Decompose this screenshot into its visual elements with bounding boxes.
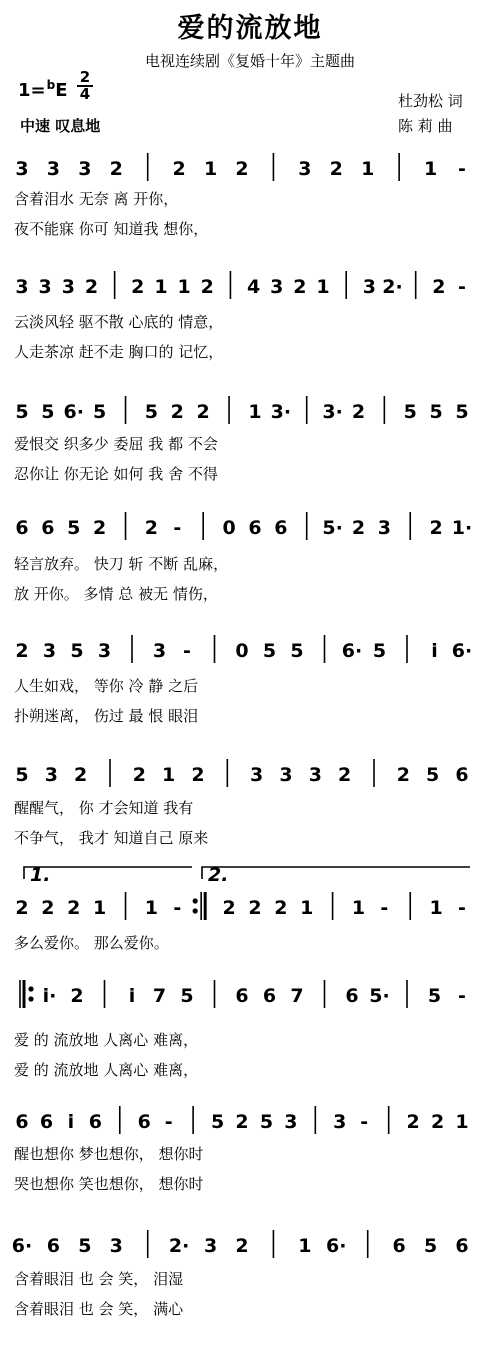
flat-sign: b: [46, 78, 56, 92]
note-2: 2: [338, 764, 352, 786]
note-3: 3: [61, 276, 75, 298]
note-2: 2: [248, 897, 262, 919]
note-3: 3: [284, 1111, 298, 1133]
note-2: 2: [432, 276, 446, 298]
note-2: 2: [109, 158, 123, 180]
note-6: 6: [41, 517, 55, 539]
note-1: 1: [300, 897, 314, 919]
note-6-dotted: 6·: [11, 1235, 33, 1257]
note-2: 2: [132, 764, 146, 786]
note-5: 5: [70, 640, 84, 662]
note-5: 5: [426, 764, 440, 786]
note-dash: -: [173, 897, 182, 919]
note-2: 2: [41, 897, 55, 919]
note-5: 5: [290, 640, 304, 662]
note-5: 5: [93, 401, 107, 423]
note-dash: -: [173, 517, 182, 539]
note-6: 6: [262, 985, 277, 1007]
note-i-dotted: i·: [42, 985, 57, 1007]
note-dash: -: [458, 985, 466, 1007]
note-2: 2: [170, 401, 184, 423]
repeat-dot: [29, 987, 33, 991]
volta-1-label: 1.: [30, 864, 51, 886]
note-6-dotted: 6·: [341, 640, 363, 662]
volta-2-label: 2.: [208, 864, 229, 886]
note-3: 3: [279, 764, 293, 786]
lyric-line-7-1: 多么爱你。 那么爱你。: [14, 934, 169, 952]
lyric-line-5-2: 扑朔迷离， 伤过 最 恨 眼泪: [14, 707, 199, 725]
note-2: 2: [430, 1111, 445, 1133]
note-1: 1: [429, 897, 443, 919]
note-5-dotted: 5·: [322, 517, 343, 539]
note-3: 3: [15, 276, 29, 298]
note-1: 1: [248, 401, 262, 423]
note-5: 5: [15, 764, 29, 786]
note-2: 2: [74, 764, 88, 786]
note-6: 6: [39, 1111, 54, 1133]
note-6: 6: [248, 517, 262, 539]
note-2-dotted: 2·: [382, 276, 403, 298]
note-1-dotted: 1·: [451, 517, 473, 539]
time-signature-top: 2: [79, 68, 91, 86]
lyric-line-1-2: 夜不能寐 你可 知道我 想你，: [14, 220, 209, 238]
note-5-dotted: 5·: [369, 985, 390, 1007]
note-6-dotted: 6·: [326, 1235, 347, 1257]
note-1: 1: [351, 897, 366, 919]
note-6: 6: [137, 1111, 151, 1133]
note-5: 5: [144, 401, 159, 423]
note-1: 1: [455, 1111, 469, 1133]
note-dash: -: [183, 640, 191, 662]
note-2: 2: [235, 158, 249, 180]
song-title: 爱的流放地: [177, 13, 323, 44]
note-6: 6: [455, 1235, 469, 1257]
note-3: 3: [152, 640, 167, 662]
note-2: 2: [351, 517, 366, 539]
lyric-line-3-1: 爱恨交 织多少 委屈 我 都 不会: [14, 435, 218, 453]
note-5: 5: [455, 401, 469, 423]
note-6: 6: [46, 1235, 61, 1257]
note-1: 1: [298, 1235, 312, 1257]
note-2: 2: [172, 158, 186, 180]
lyric-line-2-1: 云淡风轻 驱不散 心底的 情意，: [14, 313, 224, 331]
lyric-line-9-1: 醒也想你 梦也想你， 想你时: [14, 1145, 204, 1163]
note-5: 5: [262, 640, 277, 662]
note-2: 2: [70, 985, 84, 1007]
note-6: 6: [274, 517, 288, 539]
note-2: 2: [196, 401, 210, 423]
note-0: 0: [222, 517, 236, 539]
note-3: 3: [78, 158, 92, 180]
note-i: i: [128, 985, 136, 1007]
note-1: 1: [316, 276, 330, 298]
repeat-dot: [193, 909, 197, 913]
note-3: 3: [298, 158, 312, 180]
note-2: 2: [191, 764, 205, 786]
note-2: 2: [351, 401, 366, 423]
note-2: 2: [84, 276, 99, 298]
note-2: 2: [222, 897, 236, 919]
song-subtitle: 电视连续剧《复婚十年》主题曲: [144, 52, 355, 70]
note-2: 2: [131, 276, 145, 298]
note-2: 2: [15, 640, 29, 662]
volta-2-bracket: [202, 867, 470, 879]
note-dash: -: [458, 158, 466, 180]
note-3: 3: [333, 1111, 347, 1133]
lyric-line-10-1: 含着眼泪 也 会 笑， 泪湿: [14, 1270, 184, 1288]
note-1: 1: [203, 158, 218, 180]
composer-credit: 陈 莉 曲: [398, 117, 453, 135]
note-3: 3: [250, 764, 264, 786]
note-1: 1: [162, 764, 176, 786]
note-6-dotted: 6·: [451, 640, 473, 662]
note-1: 1: [361, 158, 375, 180]
note-3: 3: [362, 276, 376, 298]
note-1: 1: [423, 158, 438, 180]
note-3: 3: [38, 276, 52, 298]
note-dash: -: [360, 1111, 369, 1133]
note-2: 2: [144, 517, 159, 539]
note-2: 2: [200, 276, 214, 298]
lyric-line-1-1: 含着泪水 无奈 离 开你，: [14, 190, 179, 208]
note-dash: -: [458, 897, 466, 919]
repeat-dot: [193, 899, 197, 903]
note-3: 3: [308, 764, 322, 786]
lyric-line-8-2: 爱 的 流放地 人离心 难离，: [14, 1061, 199, 1079]
note-dash: -: [380, 897, 389, 919]
lyric-line-6-2: 不争气， 我才 知道自己 原来: [14, 829, 209, 847]
note-6-dotted: 6·: [63, 401, 84, 423]
note-5: 5: [259, 1111, 274, 1133]
note-5: 5: [180, 985, 194, 1007]
note-2: 2: [93, 517, 107, 539]
note-2: 2: [67, 897, 81, 919]
note-3: 3: [203, 1235, 218, 1257]
note-1: 1: [177, 276, 191, 298]
tempo-marking: 中速 叹息地: [20, 117, 101, 135]
note-3: 3: [15, 158, 29, 180]
note-5: 5: [78, 1235, 92, 1257]
key-note: E: [55, 80, 68, 101]
note-dash: -: [164, 1111, 173, 1133]
note-i: i: [431, 640, 438, 662]
note-2-dotted: 2·: [168, 1235, 190, 1257]
note-5: 5: [372, 640, 387, 662]
lyric-line-4-1: 轻言放弃。 快刀 斩 不断 乱麻，: [14, 555, 229, 573]
note-5: 5: [423, 1235, 438, 1257]
lyric-line-2-2: 人走茶凉 赶不走 胸口的 记忆，: [14, 343, 224, 361]
note-5: 5: [210, 1111, 225, 1133]
note-3: 3: [109, 1235, 123, 1257]
note-3-dotted: 3·: [270, 401, 292, 423]
key-prefix: 1=: [18, 80, 46, 101]
note-5: 5: [403, 401, 417, 423]
lyric-line-6-1: 醒醒气， 你 才会知道 我有: [14, 799, 194, 817]
note-i: i: [67, 1111, 75, 1133]
note-6: 6: [345, 985, 359, 1007]
time-signature-bottom: 4: [79, 85, 91, 103]
lyric-line-8-1: 爱 的 流放地 人离心 难离，: [14, 1031, 199, 1049]
note-6: 6: [15, 1111, 29, 1133]
note-2: 2: [235, 1235, 249, 1257]
note-2: 2: [15, 897, 29, 919]
note-6: 6: [15, 517, 29, 539]
note-0: 0: [235, 640, 249, 662]
note-2: 2: [235, 1111, 249, 1133]
lyric-line-5-1: 人生如戏， 等你 冷 静 之后: [14, 677, 199, 695]
note-3: 3: [97, 640, 112, 662]
note-3-dotted: 3·: [322, 401, 343, 423]
lyric-line-4-2: 放 开你。 多情 总 被无 情伤，: [14, 585, 218, 603]
note-1: 1: [154, 276, 168, 298]
note-3: 3: [377, 517, 391, 539]
note-2: 2: [293, 276, 307, 298]
note-5: 5: [67, 517, 81, 539]
note-1: 1: [93, 897, 107, 919]
note-6: 6: [235, 985, 249, 1007]
note-2: 2: [274, 897, 288, 919]
note-dash: -: [458, 276, 466, 298]
note-6: 6: [455, 764, 469, 786]
note-7: 7: [290, 985, 304, 1007]
note-3: 3: [46, 158, 61, 180]
repeat-dot: [29, 997, 33, 1001]
note-2: 2: [406, 1111, 420, 1133]
note-3: 3: [270, 276, 284, 298]
lyric-line-10-2: 含着眼泪 也 会 笑， 满心: [14, 1300, 184, 1318]
note-5: 5: [15, 401, 29, 423]
note-2: 2: [396, 764, 410, 786]
note-6: 6: [88, 1111, 102, 1133]
lyricist-credit: 杜劲松 词: [398, 92, 463, 110]
note-6: 6: [392, 1235, 406, 1257]
note-4: 4: [246, 276, 261, 298]
note-5: 5: [41, 401, 55, 423]
note-1: 1: [144, 897, 159, 919]
note-3: 3: [42, 640, 57, 662]
note-2: 2: [429, 517, 443, 539]
note-3: 3: [44, 764, 58, 786]
lyric-line-9-2: 哭也想你 笑也想你， 想你时: [14, 1175, 204, 1193]
note-2: 2: [329, 158, 343, 180]
note-5: 5: [429, 401, 443, 423]
lyric-line-3-2: 忍你让 你无论 如何 我 舍 不得: [14, 465, 218, 483]
note-7: 7: [152, 985, 167, 1007]
note-5: 5: [427, 985, 442, 1007]
